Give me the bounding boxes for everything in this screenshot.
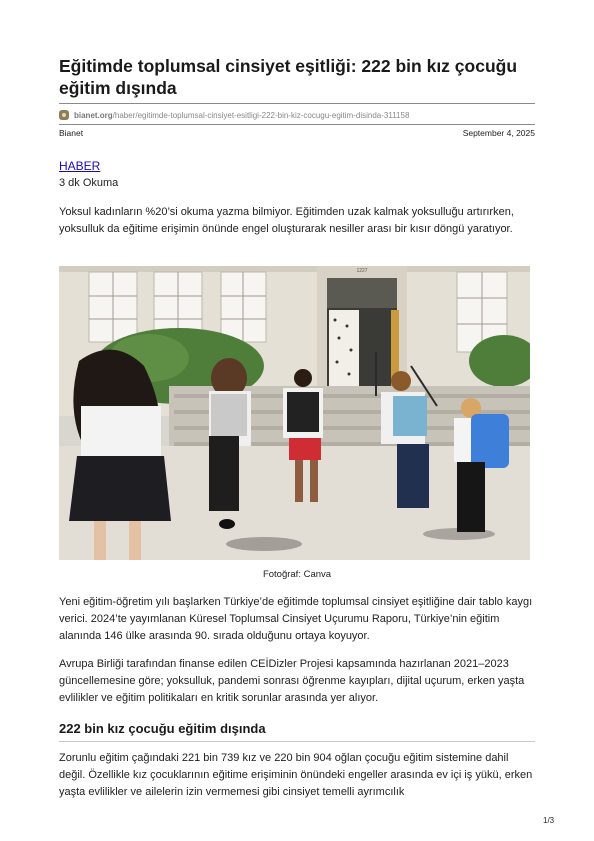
section-divider: [59, 741, 535, 742]
paragraph-2: Avrupa Birliği tarafından finanse edilen CEİDizler Projesi kapsamında hazırlanan 2021–2023 güncellemesine göre; yoksulluk, pandemi sonrası öğrenme kayıpları, dijital uçurum, erken yaşta evlilikler ve eğitim politikaları en kritik sorunlar arasında yer alıyor.: [59, 658, 525, 704]
source-name: Bianet: [59, 128, 84, 138]
lead-paragraph: Yoksul kadınların %20’si okuma yazma bilmiyor. Eğitimden uzak kalmak yoksulluğu artırırken, yoksulluk da eğitime erişimin önünde engel oluşturarak nesiller arası bir kısır döngü yaratıyor.: [59, 206, 514, 235]
page-indicator: 1/3: [543, 816, 555, 825]
title-divider: [59, 103, 535, 104]
article-title: Eğitimde toplumsal cinsiyet eşitliği: 222 bin kız çocuğu eğitim dışında: [59, 56, 518, 98]
image-caption: Fotoğraf: Canva: [262, 569, 332, 580]
read-time: 3 dk Okuma: [59, 177, 119, 189]
section-heading: 222 bin kız çocuğu eğitim dışında: [59, 721, 266, 736]
meta-row: [59, 128, 535, 138]
article-photo: [59, 266, 530, 560]
source-url-row[interactable]: [59, 108, 535, 122]
paragraph-1: Yeni eğitim-öğretim yılı başlarken Türkiye’de eğitimde toplumsal cinsiyet eşitliğine dair tablo kaygı verici. 2024’te yayımlanan Küresel Toplumsal Cinsiyet Uçurumu Raporu, Türkiye’nin eğitim alanında 146 ülke arasında 90. sırada olduğunu ortaya koyuyor.: [59, 596, 533, 642]
url-path: /haber/egitimde-toplumsal-cinsiyet-esitligi-222-bin-kiz-cocugu-egitim-disinda-311158: [112, 110, 410, 120]
url-divider: [59, 124, 535, 125]
door-number: 1227: [356, 268, 368, 274]
category-link[interactable]: HABER: [59, 159, 101, 173]
paragraph-3: Zorunlu eğitim çağındaki 221 bin 739 kız ve 220 bin 904 oğlan çocuğu eğitim sistemine dahil değil. Özellikle kız çocuklarının eğitime erişiminin önündeki engeller arasında ev içi iş yükü, erken yaşta evlilikler ve ailelerin izin vermemesi gibi cinsiyet temelli ayrımcılık: [59, 752, 533, 798]
publish-date: September 4, 2025: [462, 128, 535, 138]
site-favicon-icon: [59, 110, 69, 120]
school-children-illustration: [59, 266, 530, 560]
url-domain: bianet.org: [74, 110, 113, 120]
